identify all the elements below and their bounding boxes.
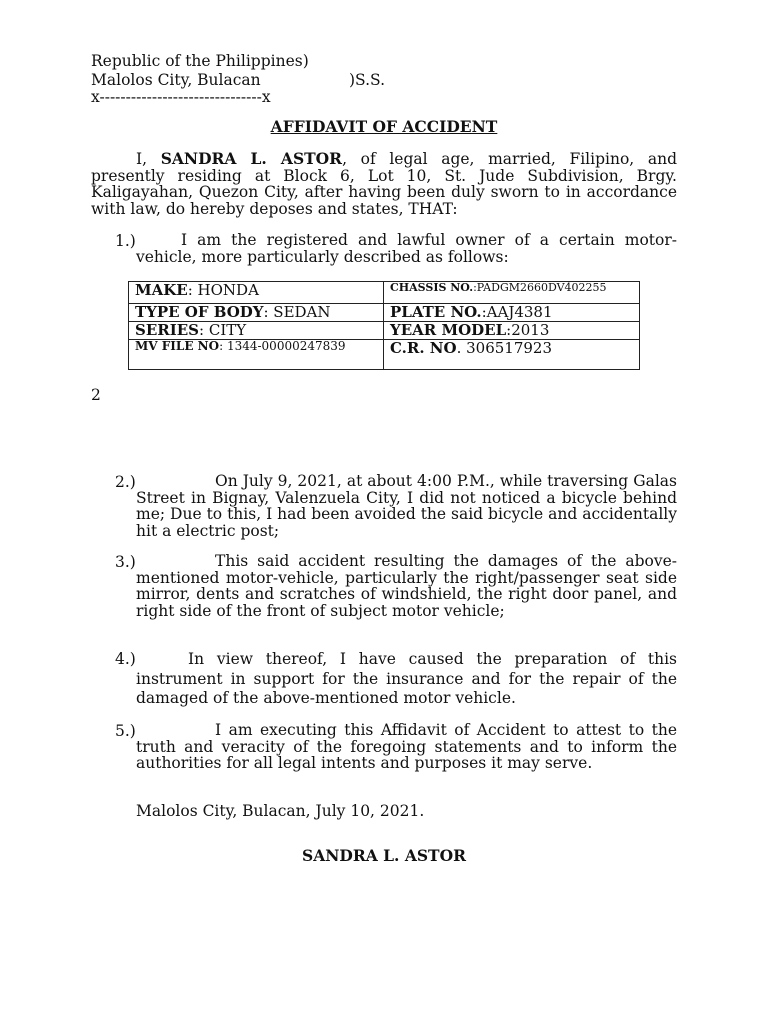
item-5-text: I am executing this Affidavit of Accident to attest to the truth and veracity of the foregoing statements and to inform the authorities for all legal intents and purposes it may serve.	[136, 721, 677, 772]
intro-text: , of legal age, married, Filipino, and presently residing at Block 6, Lot 10, St. Jude Subdivision, Brgy. Kaligayahan, Quezon City, after having been duly sworn to in accordance with law, do hereby deposes and states, THAT:	[91, 150, 677, 218]
item-3-number: 3.)	[115, 553, 136, 571]
make-cell: MAKE: HONDA	[129, 282, 384, 304]
venue-divider: x-------------------------------x	[91, 88, 271, 106]
item-1-text: I am the registered and lawful owner of a certain motor-vehicle, more particularly described as follows:	[136, 231, 677, 266]
cr-number-cell: C.R. NO. 306517923	[384, 340, 640, 370]
place-and-date: Malolos City, Bulacan, July 10, 2021.	[136, 802, 425, 820]
venue-ss: )S.S.	[349, 71, 386, 89]
item-3-text: This said accident resulting the damages of the above-mentioned motor-vehicle, particularly the right/passenger seat side mirror, dents and scratches of windshield, the right door panel, and right side of the front of subject motor vehicle;	[136, 552, 677, 620]
item-2-number: 2.)	[115, 473, 136, 491]
affiant-name: SANDRA L. ASTOR	[160, 149, 343, 168]
table-row	[129, 322, 640, 340]
document-title: AFFIDAVIT OF ACCIDENT	[270, 117, 498, 136]
chassis-cell: CHASSIS NO.:PADGM2660DV402255	[384, 282, 640, 304]
page-number: 2	[91, 386, 101, 404]
venue-place: Malolos City, Bulacan	[91, 71, 261, 89]
signatory-name: SANDRA L. ASTOR	[302, 846, 466, 865]
table-row	[129, 340, 640, 370]
venue-line-1: Republic of the Philippines)	[91, 52, 309, 70]
intro-prefix: I,	[136, 150, 161, 168]
year-model-cell: YEAR MODEL:2013	[384, 322, 640, 340]
body-type-cell: TYPE OF BODY: SEDAN	[129, 304, 384, 322]
mv-file-cell: MV FILE NO: 1344-00000247839	[129, 340, 384, 370]
item-4-number: 4.)	[115, 650, 136, 668]
item-1-number: 1.)	[115, 232, 136, 250]
vehicle-details-table	[128, 281, 640, 370]
venue-line-2	[91, 71, 261, 89]
item-2-text: On July 9, 2021, at about 4:00 P.M., while traversing Galas Street in Bignay, Valenzuela City, I did not noticed a bicycle behind me; Due to this, I had been avoided the said bicycle and accidentally hit a electric post;	[136, 472, 677, 540]
table-row	[129, 282, 640, 304]
plate-cell: PLATE NO.:AAJ4381	[384, 304, 640, 322]
series-cell: SERIES: CITY	[129, 322, 384, 340]
item-4-text: In view thereof, I have caused the preparation of this instrument in support for the insurance and for the repair of the damaged of the above-mentioned motor vehicle.	[136, 650, 677, 707]
item-5-number: 5.)	[115, 722, 136, 740]
intro-paragraph	[91, 151, 677, 217]
table-row	[129, 304, 640, 322]
